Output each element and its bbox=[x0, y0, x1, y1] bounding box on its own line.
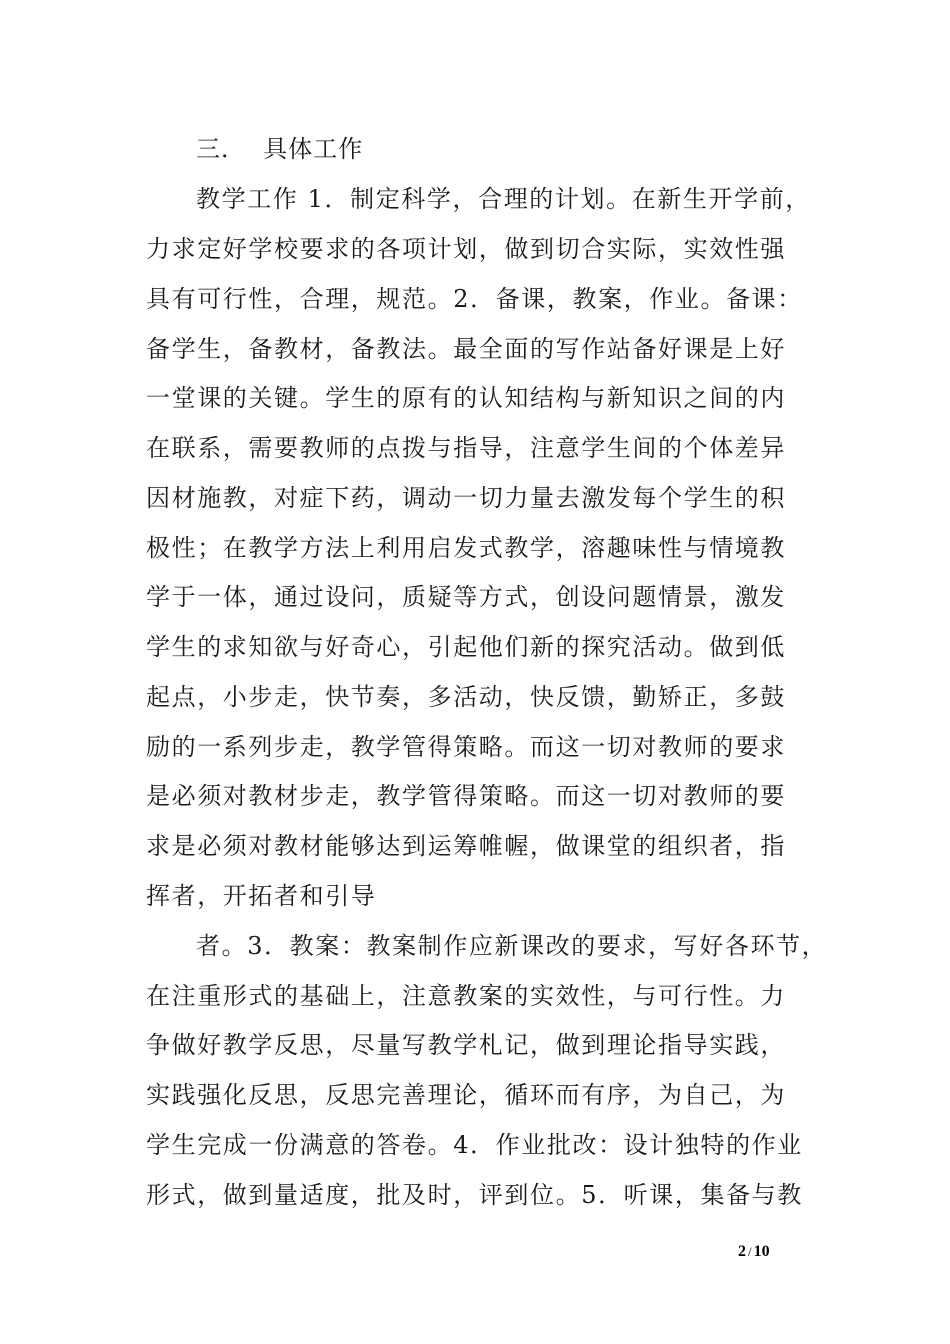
page-current: 2 bbox=[738, 1243, 746, 1260]
paragraph-line: 学于一体，通过设问，质疑等方式，创设问题情景，激发 bbox=[146, 583, 786, 611]
paragraph-line: 力求定好学校要求的各项计划，做到切合实际，实效性强 bbox=[146, 235, 786, 263]
paragraph-line: 者。3．教案：教案制作应新课改的要求，写好各环节， bbox=[196, 932, 828, 960]
paragraph-line: 求是必须对教材能够达到运筹帷幄，做课堂的组织者，指 bbox=[146, 832, 786, 860]
paragraph-line: 学生的求知欲与好奇心，引起他们新的探究活动。做到低 bbox=[146, 633, 786, 661]
paragraph-line: 是必须对教材步走，教学管得策略。而这一切对教师的要 bbox=[146, 782, 786, 810]
paragraph-line: 在联系，需要教师的点拨与指导，注意学生间的个体差异 bbox=[146, 434, 786, 462]
paragraph-line: 教学工作 1．制定科学，合理的计划。在新生开学前， bbox=[196, 185, 811, 213]
paragraph-line: 励的一系列步走，教学管得策略。而这一切对教师的要求 bbox=[146, 733, 786, 761]
paragraph-line: 形式，做到量适度，批及时，评到位。5．听课，集备与教 bbox=[146, 1181, 803, 1209]
paragraph-line: 因材施教，对症下药，调动一切力量去激发每个学生的积 bbox=[146, 484, 786, 512]
paragraph-line: 备学生，备教材，备教法。最全面的写作站备好课是上好 bbox=[146, 335, 786, 363]
page-separator: / bbox=[748, 1244, 752, 1259]
paragraph-line: 起点，小步走，快节奏，多活动，快反馈，勤矫正，多鼓 bbox=[146, 683, 786, 711]
page-number bbox=[738, 1242, 770, 1262]
paragraph-line: 学生完成一份满意的答卷。4．作业批改：设计独特的作业 bbox=[146, 1131, 803, 1159]
paragraph-line: 实践强化反思，反思完善理论，循环而有序，为自己，为 bbox=[146, 1081, 786, 1109]
paragraph-line: 在注重形式的基础上，注意教案的实效性，与可行性。力 bbox=[146, 982, 786, 1010]
paragraph-line: 争做好教学反思，尽量写教学札记，做到理论指导实践， bbox=[146, 1031, 786, 1059]
paragraph-line: 挥者，开拓者和引导 bbox=[146, 882, 377, 910]
section-heading: 三． 具体工作 bbox=[196, 135, 364, 163]
paragraph-line: 具有可行性，合理，规范。2．备课，教案，作业。备课： bbox=[146, 285, 803, 313]
page-total: 10 bbox=[753, 1243, 770, 1260]
paragraph-line: 一堂课的关键。学生的原有的认知结构与新知识之间的内 bbox=[146, 384, 786, 412]
paragraph-line: 极性；在教学方法上利用启发式教学，溶趣味性与情境教 bbox=[146, 534, 786, 562]
